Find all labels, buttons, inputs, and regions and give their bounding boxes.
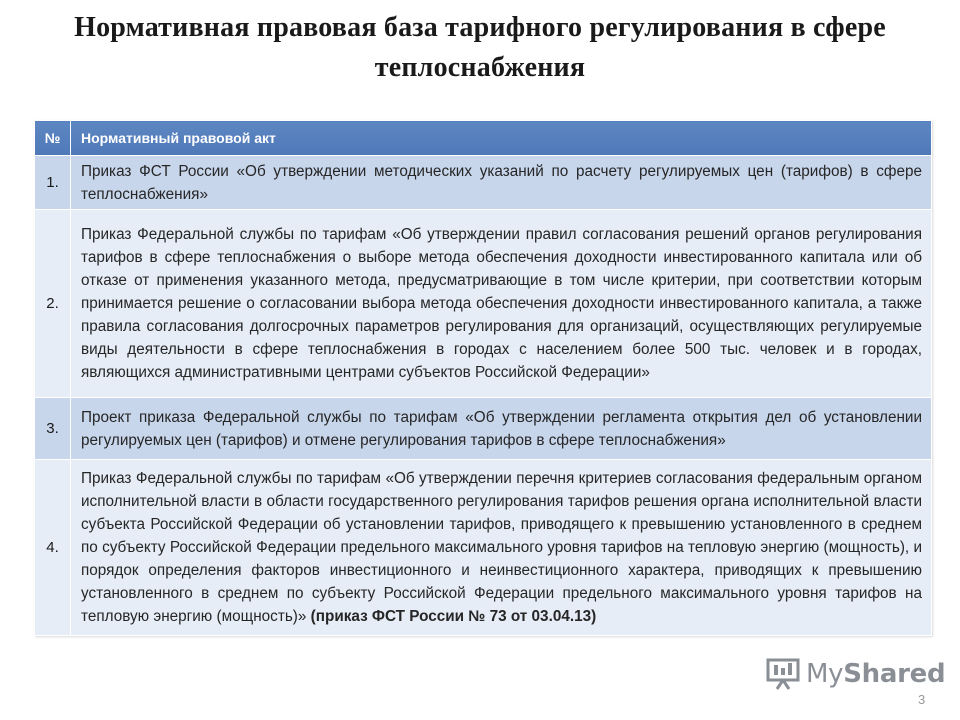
row-number: 1. bbox=[35, 156, 71, 210]
watermark-brand-left: My bbox=[806, 659, 844, 689]
table-header-row bbox=[35, 121, 932, 156]
row-number: 4. bbox=[35, 460, 71, 636]
row-text-body: Приказ ФСТ России «Об утверждении методических указаний по расчету регулируемых цен (тарифов) в сфере теплоснабжения» bbox=[81, 162, 922, 203]
header-number: № bbox=[35, 121, 71, 156]
row-text bbox=[71, 210, 932, 398]
table-row bbox=[35, 156, 932, 210]
slide-title-line-2: теплоснабжения bbox=[374, 52, 586, 83]
slide-title bbox=[0, 8, 960, 88]
watermark-text bbox=[806, 659, 945, 689]
slide-title-line-1: Нормативная правовая база тарифного регулирования в сфере bbox=[74, 12, 886, 43]
row-text-order-ref: (приказ ФСТ России № 73 от 03.04.13) bbox=[310, 608, 597, 625]
row-number: 2. bbox=[35, 210, 71, 398]
myshared-watermark bbox=[766, 656, 945, 692]
table-row bbox=[35, 398, 932, 460]
table-row bbox=[35, 210, 932, 398]
row-text-body: Проект приказа Федеральной службы по тарифам «Об утверждении регламента открытия дел об установлении регулируемых цен (тарифов) и отмене регулирования тарифов в сфере теплоснабжения» bbox=[81, 408, 922, 449]
row-text-body: Приказ Федеральной службы по тарифам «Об утверждении правил согласования решений органов регулирования тарифов в сфере теплоснабжения о выборе метода обеспечения доходности инвестированного капитала или об отказе от применения указанного метода, предусматривающие в том числе критерии, при соответствии которым принимается решение о согласовании выбора метода обеспечения доходности инвестированного капитала, а также правила согласования долгосрочных параметров регулирования для организаций, осуществляющих регулируемые виды деятельности в сфере теплоснабжения в городах с населением более 500 тыс. человек и в городах, являющихся административными центрами субъектов Российской Федерации» bbox=[81, 226, 922, 381]
row-text bbox=[71, 398, 932, 460]
legal-acts-table bbox=[34, 120, 932, 636]
page-number: 3 bbox=[918, 692, 926, 707]
watermark-brand-right: Shared bbox=[843, 659, 946, 689]
row-number: 3. bbox=[35, 398, 71, 460]
header-legal-act: Нормативный правовой акт bbox=[71, 121, 932, 156]
row-text-body: Приказ Федеральной службы по тарифам «Об утверждении перечня критериев согласования федеральным органом исполнительной власти в области государственного регулирования тарифов решения органа исполнительной власти субъекта Российской Федерации об установлении тарифов, приводящего к превышению установленного в среднем по субъекту Российской Федерации предельного максимального уровня тарифов на тепловую энергию (мощность), и порядок определения факторов инвестиционного и неинвестиционного характера, приводящих к превышению установленного в среднем по субъекту Российской Федерации предельного максимального уровня тарифов на тепловую энергию (мощность)» bbox=[81, 470, 922, 625]
row-text bbox=[71, 460, 932, 636]
table-row bbox=[35, 460, 932, 636]
presentation-icon bbox=[766, 658, 800, 690]
row-text bbox=[71, 156, 932, 210]
